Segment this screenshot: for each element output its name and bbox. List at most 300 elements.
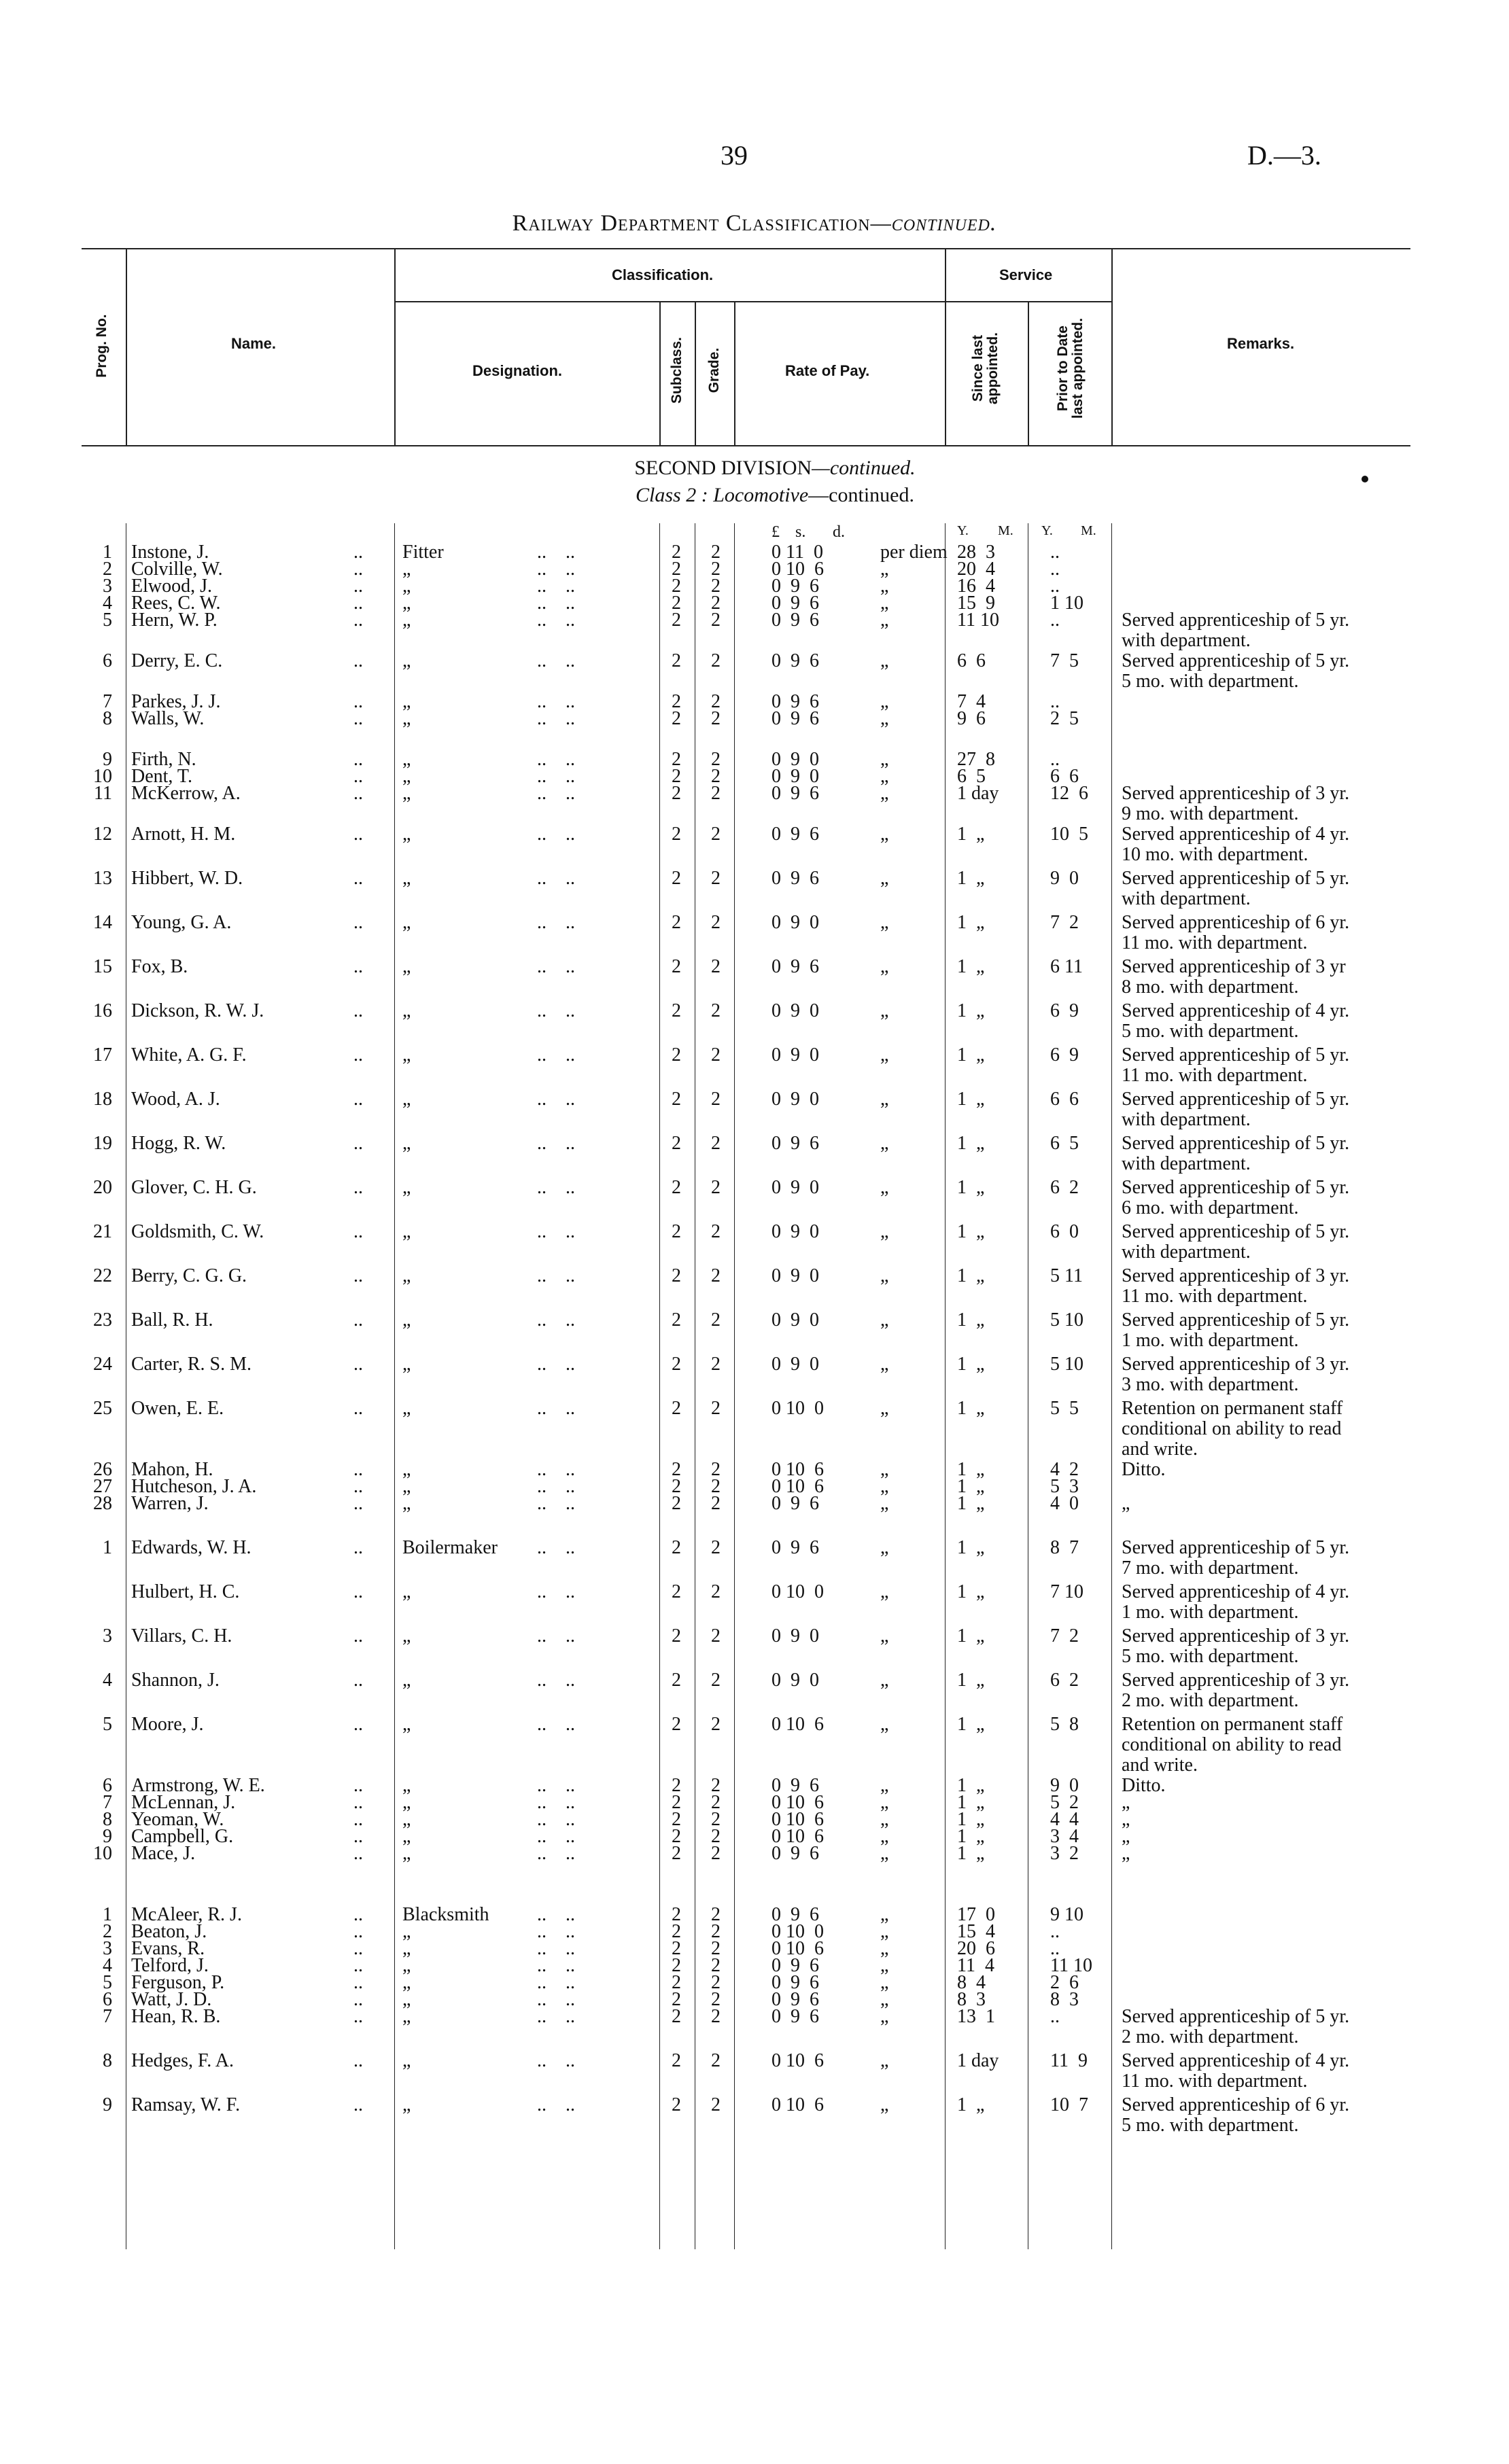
service-prior: 6 6 <box>1050 1089 1079 1110</box>
leader-dots: .. .. <box>537 783 575 804</box>
leader-dots: .. <box>353 1265 363 1286</box>
subclass: 2 <box>672 1089 681 1110</box>
rate-of-pay: 0 9 6 <box>771 1904 819 1925</box>
subclass: 2 <box>672 1826 681 1847</box>
designation: „ <box>402 1309 411 1331</box>
service-prior: 2 5 <box>1050 708 1079 729</box>
designation: „ <box>402 1955 411 1976</box>
designation: Fitter <box>402 542 444 563</box>
leader-dots: .. <box>353 1459 363 1480</box>
subclass: 2 <box>672 1581 681 1602</box>
service-since-last: 1 „ <box>957 1493 985 1514</box>
rate-of-pay: 0 10 0 <box>771 1398 824 1419</box>
remarks: Served apprenticeship of 5 yr. with department. <box>1122 868 1350 909</box>
service-since-last: 28 3 <box>957 542 995 563</box>
leader-dots: .. .. <box>537 1826 575 1847</box>
rate-of-pay: 0 10 6 <box>771 2050 824 2071</box>
service-prior: 5 2 <box>1050 1792 1079 1813</box>
remarks: Served apprenticeship of 4 yr. 1 mo. with department. <box>1122 1581 1350 1623</box>
employee-name: Instone, J. <box>131 542 209 563</box>
designation: „ <box>402 1714 411 1735</box>
leader-dots: .. <box>353 766 363 787</box>
prog-no: 8 <box>103 1809 112 1830</box>
division-name: SECOND DIVISION <box>634 457 812 479</box>
leader-dots: .. <box>353 1493 363 1514</box>
rate-of-pay: 0 9 6 <box>771 593 819 614</box>
prog-no: 25 <box>93 1398 112 1419</box>
leader-dots: .. .. <box>537 1792 575 1813</box>
grade: 2 <box>711 1792 721 1813</box>
employee-name: Yeoman, W. <box>131 1809 224 1830</box>
leader-dots: .. <box>353 708 363 729</box>
leader-dots: .. <box>353 749 363 770</box>
leader-dots: .. .. <box>537 1398 575 1419</box>
service-prior: 4 0 <box>1050 1493 1079 1514</box>
leader-dots: .. <box>353 1089 363 1110</box>
per-diem: „ <box>880 1177 889 1198</box>
grade: 2 <box>711 1476 721 1497</box>
class-continued: —continued. <box>808 484 914 506</box>
grade: 2 <box>711 1921 721 1942</box>
grade: 2 <box>711 1309 721 1331</box>
per-diem: „ <box>880 593 889 614</box>
leader-dots: .. .. <box>537 956 575 977</box>
header-vline <box>394 248 396 445</box>
leader-dots: .. <box>353 1792 363 1813</box>
subclass: 2 <box>672 2050 681 2071</box>
grade: 2 <box>711 1133 721 1154</box>
subclass: 2 <box>672 1625 681 1647</box>
prog-no: 9 <box>103 2094 112 2115</box>
table-row <box>0 1581 1509 1623</box>
prog-no: 7 <box>103 691 112 712</box>
subclass: 2 <box>672 1459 681 1480</box>
leader-dots: .. .. <box>537 1843 575 1864</box>
prog-no: 22 <box>93 1265 112 1286</box>
leader-dots: .. .. <box>537 2094 575 2115</box>
header-vline <box>1111 248 1113 445</box>
employee-name: Glover, C. H. G. <box>131 1177 257 1198</box>
designation: „ <box>402 912 411 933</box>
service-since-last: 6 6 <box>957 650 986 671</box>
per-diem: „ <box>880 912 889 933</box>
per-diem: „ <box>880 1809 889 1830</box>
per-diem: „ <box>880 1459 889 1480</box>
grade: 2 <box>711 610 721 631</box>
leader-dots: .. .. <box>537 824 575 845</box>
rate-of-pay: 0 9 6 <box>771 783 819 804</box>
service-since-last: 1 „ <box>957 1581 985 1602</box>
rate-of-pay: 0 9 0 <box>771 1000 819 1021</box>
prog-no: 1 <box>103 1904 112 1925</box>
table-row <box>0 1398 1509 1460</box>
leader-dots: .. .. <box>537 749 575 770</box>
rate-of-pay: 0 10 6 <box>771 1714 824 1735</box>
designation: „ <box>402 1133 411 1154</box>
designation: „ <box>402 708 411 729</box>
leader-dots: .. <box>353 1921 363 1942</box>
table-row <box>0 1354 1509 1395</box>
subclass: 2 <box>672 1714 681 1735</box>
prog-no: 26 <box>93 1459 112 1480</box>
leader-dots: .. .. <box>537 593 575 614</box>
subclass: 2 <box>672 1354 681 1375</box>
service-prior: 6 2 <box>1050 1177 1079 1198</box>
designation: „ <box>402 1921 411 1942</box>
unit-months: M. <box>1081 523 1096 538</box>
leader-dots: .. <box>353 691 363 712</box>
service-since-last: 20 6 <box>957 1938 995 1959</box>
class-title <box>0 484 1509 507</box>
service-prior: .. <box>1050 749 1060 770</box>
designation: „ <box>402 1177 411 1198</box>
rate-of-pay: 0 10 0 <box>771 1921 824 1942</box>
designation: „ <box>402 1670 411 1691</box>
grade: 2 <box>711 1398 721 1419</box>
leader-dots: .. .. <box>537 1476 575 1497</box>
rate-of-pay: 0 10 6 <box>771 2094 824 2115</box>
grade: 2 <box>711 576 721 597</box>
prog-no: 28 <box>93 1493 112 1514</box>
prog-no: 2 <box>103 559 112 580</box>
leader-dots: .. <box>353 824 363 845</box>
unit-years: Y. <box>1041 523 1053 538</box>
subclass: 2 <box>672 1537 681 1558</box>
employee-name: Colville, W. <box>131 559 223 580</box>
rate-of-pay: 0 9 6 <box>771 650 819 671</box>
employee-name: Ramsay, W. F. <box>131 2094 241 2115</box>
service-prior: 7 10 <box>1050 1581 1083 1602</box>
subclass: 2 <box>672 1177 681 1198</box>
service-prior: .. <box>1050 1921 1060 1942</box>
remarks: Ditto. <box>1122 1459 1166 1480</box>
service-prior: 5 11 <box>1050 1265 1083 1286</box>
subclass: 2 <box>672 868 681 889</box>
leader-dots: .. .. <box>537 1670 575 1691</box>
remarks: Served apprenticeship of 3 yr. 5 mo. with department. <box>1122 1625 1350 1667</box>
per-diem: „ <box>880 824 889 845</box>
prog-no: 8 <box>103 708 112 729</box>
per-diem: „ <box>880 1476 889 1497</box>
rate-of-pay: 0 9 6 <box>771 691 819 712</box>
employee-name: Hean, R. B. <box>131 2006 221 2027</box>
per-diem: „ <box>880 708 889 729</box>
service-since-last: 17 0 <box>957 1904 995 1925</box>
subclass: 2 <box>672 1792 681 1813</box>
header-classification: Classification. <box>612 266 714 283</box>
subclass: 2 <box>672 912 681 933</box>
subclass: 2 <box>672 691 681 712</box>
table-row <box>0 912 1509 953</box>
rate-of-pay: 0 9 6 <box>771 1955 819 1976</box>
prog-no: 3 <box>103 1625 112 1647</box>
grade: 2 <box>711 1177 721 1198</box>
service-since-last: 1 „ <box>957 1625 985 1647</box>
subclass: 2 <box>672 1670 681 1691</box>
grade: 2 <box>711 1904 721 1925</box>
designation: „ <box>402 1493 411 1514</box>
employee-name: Parkes, J. J. <box>131 691 221 712</box>
service-prior: 6 0 <box>1050 1221 1079 1242</box>
service-since-last: 1 day <box>957 783 999 804</box>
leader-dots: .. <box>353 1904 363 1925</box>
designation: „ <box>402 1459 411 1480</box>
remarks: Served apprenticeship of 5 yr. 1 mo. with department. <box>1122 1309 1350 1351</box>
table-row <box>0 2094 1509 2136</box>
grade: 2 <box>711 708 721 729</box>
header-service: Service <box>999 266 1053 283</box>
prog-no: 5 <box>103 1714 112 1735</box>
employee-name: Hogg, R. W. <box>131 1133 226 1154</box>
document-reference: D.—3. <box>1247 140 1321 171</box>
header-name: Name. <box>231 335 277 352</box>
designation: „ <box>402 1625 411 1647</box>
table-row <box>0 1089 1509 1130</box>
grade: 2 <box>711 766 721 787</box>
prog-no: 4 <box>103 1670 112 1691</box>
subclass: 2 <box>672 783 681 804</box>
grade: 2 <box>711 2050 721 2071</box>
per-diem: „ <box>880 1989 889 2010</box>
leader-dots: .. <box>353 912 363 933</box>
subclass: 2 <box>672 1989 681 2010</box>
header-vline <box>659 301 661 445</box>
leader-dots: .. <box>353 1989 363 2010</box>
designation: „ <box>402 1775 411 1796</box>
unit-pounds: £ <box>771 523 780 541</box>
service-prior: 5 10 <box>1050 1309 1083 1331</box>
subclass: 2 <box>672 956 681 977</box>
per-diem: „ <box>880 1625 889 1647</box>
service-prior: .. <box>1050 610 1060 631</box>
prog-no: 11 <box>94 783 112 804</box>
employee-name: McAleer, R. J. <box>131 1904 242 1925</box>
prog-no: 8 <box>103 2050 112 2071</box>
employee-name: Walls, W. <box>131 708 205 729</box>
subclass: 2 <box>672 1044 681 1066</box>
leader-dots: .. .. <box>537 1625 575 1647</box>
prog-no: 23 <box>93 1309 112 1331</box>
prog-no: 10 <box>93 1843 112 1864</box>
employee-name: McLennan, J. <box>131 1792 236 1813</box>
designation: „ <box>402 1972 411 1993</box>
service-prior: 5 10 <box>1050 1354 1083 1375</box>
grade: 2 <box>711 1493 721 1514</box>
employee-name: Firth, N. <box>131 749 196 770</box>
employee-name: Berry, C. G. G. <box>131 1265 247 1286</box>
grade: 2 <box>711 824 721 845</box>
rate-of-pay: 0 9 6 <box>771 2006 819 2027</box>
service-since-last: 1 „ <box>957 1265 985 1286</box>
subclass: 2 <box>672 1775 681 1796</box>
service-since-last: 1 „ <box>957 1000 985 1021</box>
header-vline <box>1028 301 1029 445</box>
employee-name: Arnott, H. M. <box>131 824 236 845</box>
per-diem: „ <box>880 1714 889 1735</box>
grade: 2 <box>711 2094 721 2115</box>
per-diem: „ <box>880 1493 889 1514</box>
grade: 2 <box>711 1221 721 1242</box>
leader-dots: .. .. <box>537 1459 575 1480</box>
leader-dots: .. .. <box>537 2050 575 2071</box>
employee-name: Owen, E. E. <box>131 1398 224 1419</box>
leader-dots: .. <box>353 2050 363 2071</box>
subclass: 2 <box>672 1938 681 1959</box>
grade: 2 <box>711 783 721 804</box>
header-since-last: Since last appointed. <box>969 332 1001 405</box>
subclass: 2 <box>672 1809 681 1830</box>
leader-dots: .. <box>353 1309 363 1331</box>
rate-of-pay: 0 9 6 <box>771 1493 819 1514</box>
per-diem: „ <box>880 1843 889 1864</box>
leader-dots: .. .. <box>537 1581 575 1602</box>
leader-dots: .. <box>353 1843 363 1864</box>
rate-of-pay: 0 9 0 <box>771 912 819 933</box>
rate-of-pay: 0 10 6 <box>771 1809 824 1830</box>
service-since-last: 1 „ <box>957 1476 985 1497</box>
subclass: 2 <box>672 593 681 614</box>
service-prior: 8 7 <box>1050 1537 1079 1558</box>
service-prior: 5 3 <box>1050 1476 1079 1497</box>
leader-dots: .. <box>353 593 363 614</box>
leader-dots: .. <box>353 1972 363 1993</box>
employee-name: Telford, J. <box>131 1955 209 1976</box>
service-prior: 9 10 <box>1050 1904 1083 1925</box>
table-row <box>0 1309 1509 1351</box>
service-since-last: 20 4 <box>957 559 995 580</box>
per-diem: „ <box>880 1265 889 1286</box>
subclass: 2 <box>672 1476 681 1497</box>
per-diem: „ <box>880 956 889 977</box>
table-title <box>0 211 1509 236</box>
subclass: 2 <box>672 1221 681 1242</box>
employee-name: Shannon, J. <box>131 1670 220 1691</box>
table-row <box>0 1625 1509 1667</box>
grade: 2 <box>711 1775 721 1796</box>
service-prior: .. <box>1050 2006 1060 2027</box>
service-since-last: 7 4 <box>957 691 986 712</box>
service-prior: 6 6 <box>1050 766 1079 787</box>
remarks: „ <box>1122 1809 1130 1830</box>
employee-name: Ferguson, P. <box>131 1972 225 1993</box>
prog-no: 7 <box>103 1792 112 1813</box>
service-since-last: 1 „ <box>957 1775 985 1796</box>
grade: 2 <box>711 1714 721 1735</box>
remarks: Ditto. <box>1122 1775 1166 1796</box>
designation: „ <box>402 559 411 580</box>
rate-of-pay: 0 9 0 <box>771 1670 819 1691</box>
employee-name: Fox, B. <box>131 956 188 977</box>
designation: „ <box>402 956 411 977</box>
rate-of-pay: 0 9 0 <box>771 1177 819 1198</box>
rate-of-pay: 0 9 0 <box>771 1625 819 1647</box>
service-prior: 10 7 <box>1050 2094 1088 2115</box>
service-since-last: 8 4 <box>957 1972 986 1993</box>
header-vline <box>734 301 735 445</box>
header-vline <box>945 248 946 445</box>
per-diem: „ <box>880 1972 889 1993</box>
grade: 2 <box>711 1809 721 1830</box>
leader-dots: .. <box>353 956 363 977</box>
prog-no: 20 <box>93 1177 112 1198</box>
service-prior: 5 8 <box>1050 1714 1079 1735</box>
designation: „ <box>402 1089 411 1110</box>
leader-dots: .. .. <box>537 650 575 671</box>
division-continued: —continued. <box>812 457 916 479</box>
remarks: Served apprenticeship of 5 yr. with department. <box>1122 1221 1350 1263</box>
header-grade: Grade. <box>706 347 722 393</box>
subclass: 2 <box>672 1843 681 1864</box>
service-prior: 6 5 <box>1050 1133 1079 1154</box>
designation: Boilermaker <box>402 1537 498 1558</box>
per-diem: „ <box>880 1133 889 1154</box>
table-row <box>0 610 1509 651</box>
employee-name: Campbell, G. <box>131 1826 234 1847</box>
leader-dots: .. .. <box>537 766 575 787</box>
employee-name: Carter, R. S. M. <box>131 1354 252 1375</box>
designation: „ <box>402 1581 411 1602</box>
remarks: Served apprenticeship of 6 yr. 5 mo. with department. <box>1122 2094 1350 2136</box>
service-prior: 3 2 <box>1050 1843 1079 1864</box>
leader-dots: .. .. <box>537 691 575 712</box>
rate-of-pay: 0 9 6 <box>771 824 819 845</box>
employee-name: Mace, J. <box>131 1843 196 1864</box>
per-diem: „ <box>880 1955 889 1976</box>
designation: „ <box>402 610 411 631</box>
service-prior: 7 2 <box>1050 1625 1079 1647</box>
service-prior: 9 0 <box>1050 868 1079 889</box>
remarks: Served apprenticeship of 5 yr. 5 mo. with department. <box>1122 650 1350 692</box>
leader-dots: .. .. <box>537 1221 575 1242</box>
service-since-last: 1 day <box>957 2050 999 2071</box>
designation: „ <box>402 1809 411 1830</box>
table-row <box>0 956 1509 998</box>
table-row <box>0 824 1509 865</box>
remarks: „ <box>1122 1843 1130 1864</box>
leader-dots: .. .. <box>537 1133 575 1154</box>
leader-dots: .. <box>353 1221 363 1242</box>
subclass: 2 <box>672 1398 681 1419</box>
prog-no: 4 <box>103 593 112 614</box>
remarks: „ <box>1122 1493 1130 1514</box>
employee-name: Edwards, W. H. <box>131 1537 252 1558</box>
prog-no: 13 <box>93 868 112 889</box>
remarks: Served apprenticeship of 5 yr. with department. <box>1122 1133 1350 1174</box>
employee-name: Mahon, H. <box>131 1459 213 1480</box>
header-bottom-rule <box>82 445 1410 446</box>
per-diem: „ <box>880 1670 889 1691</box>
leader-dots: .. .. <box>537 576 575 597</box>
prog-no: 3 <box>103 1938 112 1959</box>
remarks: Served apprenticeship of 5 yr. 6 mo. with department. <box>1122 1177 1350 1218</box>
prog-no: 6 <box>103 1775 112 1796</box>
rate-of-pay: 0 10 6 <box>771 1792 824 1813</box>
designation: „ <box>402 824 411 845</box>
prog-no: 9 <box>103 749 112 770</box>
service-since-last: 1 „ <box>957 1826 985 1847</box>
service-prior: .. <box>1050 1938 1060 1959</box>
leader-dots: .. <box>353 1809 363 1830</box>
service-since-last: 16 4 <box>957 576 995 597</box>
service-since-last: 1 „ <box>957 1044 985 1066</box>
service-since-last: 11 10 <box>957 610 999 631</box>
service-since-last: 1 „ <box>957 1354 985 1375</box>
per-diem: „ <box>880 1938 889 1959</box>
rate-of-pay: 0 9 6 <box>771 1775 819 1796</box>
leader-dots: .. <box>353 1177 363 1198</box>
subclass: 2 <box>672 749 681 770</box>
service-prior: 11 9 <box>1050 2050 1088 2071</box>
